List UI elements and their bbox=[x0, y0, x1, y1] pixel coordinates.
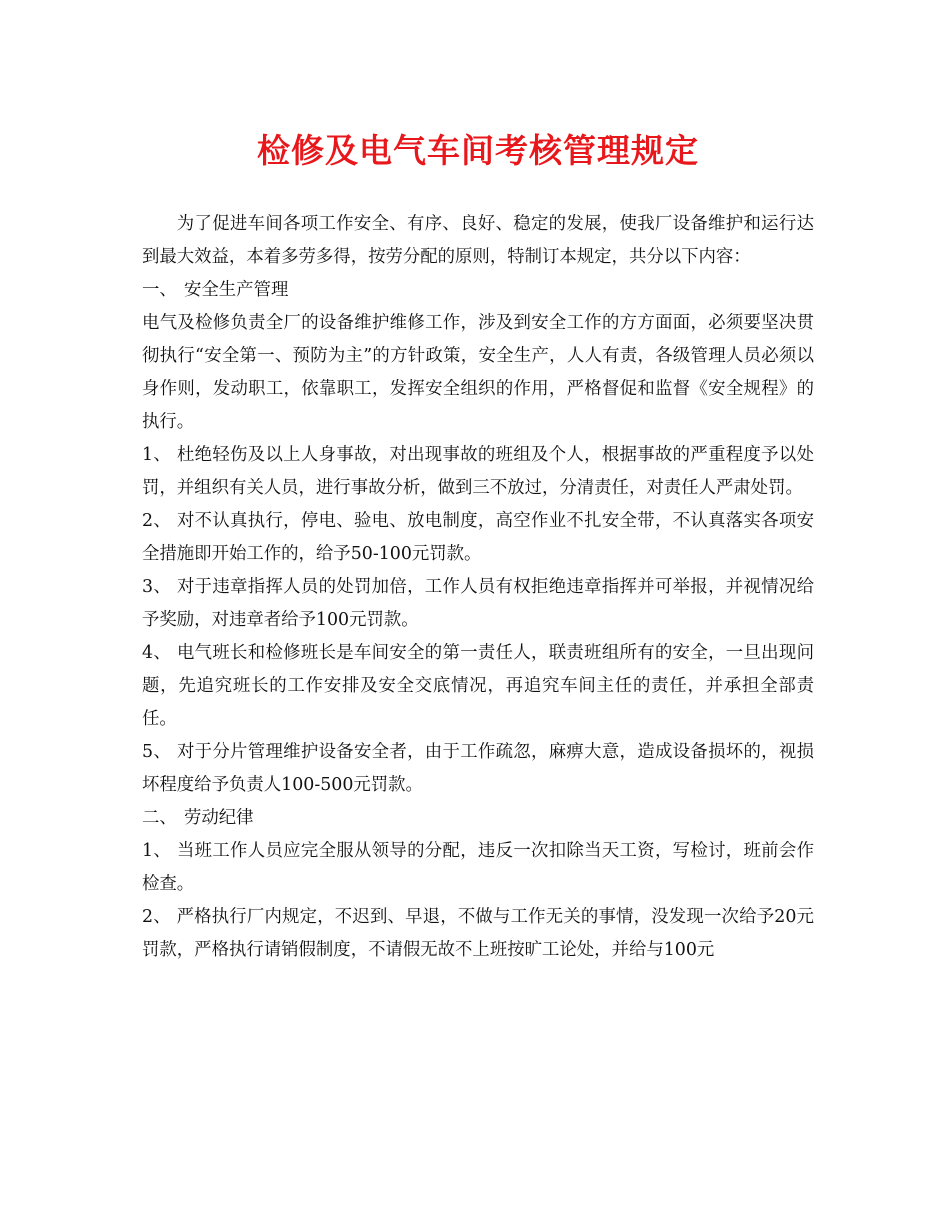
document-title: 检修及电气车间考核管理规定 bbox=[257, 131, 699, 170]
document-body bbox=[142, 208, 814, 967]
item-text: 当班工作人员应完全服从领导的分配，违反一次扣除当天工资，写检讨，班前会作检查。 bbox=[142, 841, 814, 894]
section-heading bbox=[142, 802, 814, 835]
intro-paragraph: 为了促进车间各项工作安全、有序、良好、稳定的发展，使我厂设备维护和运行达到最大效益，本着多劳多得，按劳分配的原则，特制订本规定，共分以下内容： bbox=[142, 214, 814, 267]
list-item bbox=[142, 439, 814, 505]
item-text: 严格执行厂内规定，不迟到、早退，不做与工作无关的事情，没发现一次给予20元罚款，严格执行请销假制度，不请假无故不上班按旷工论处，并给与100元 bbox=[142, 907, 814, 960]
item-number: 2、 bbox=[142, 511, 172, 531]
item-text: 电气班长和检修班长是车间安全的第一责任人，联责班组所有的安全，一旦出现问题，先追究班长的工作安排及安全交底情况，再追究车间主任的责任，并承担全部责任。 bbox=[142, 643, 814, 729]
list-item bbox=[142, 736, 814, 802]
item-number: 1、 bbox=[142, 445, 172, 465]
list-item bbox=[142, 835, 814, 901]
section-title: 劳动纪律 bbox=[184, 808, 254, 828]
section-number: 二、 bbox=[142, 808, 177, 828]
item-text: 对于分片管理维护设备安全者，由于工作疏忽，麻痹大意，造成设备损坏的，视损坏程度给予负责人100-500元罚款。 bbox=[142, 742, 814, 795]
section-number: 一、 bbox=[142, 280, 177, 300]
item-number: 4、 bbox=[142, 643, 172, 663]
list-item bbox=[142, 505, 814, 571]
section-title: 安全生产管理 bbox=[184, 280, 289, 300]
list-item bbox=[142, 571, 814, 637]
document-page bbox=[142, 0, 814, 967]
section-paragraph: 电气及检修负责全厂的设备维护维修工作，涉及到安全工作的方方面面，必须要坚决贯彻执行“安全第一、预防为主”的方针政策，安全生产，人人有责，各级管理人员必须以身作则，发动职工，依靠职工，发挥安全组织的作用，严格督促和监督《安全规程》的执行。 bbox=[142, 313, 814, 432]
list-item bbox=[142, 637, 814, 736]
item-number: 5、 bbox=[142, 742, 172, 762]
item-number: 3、 bbox=[142, 577, 172, 597]
item-text: 对不认真执行，停电、验电、放电制度，高空作业不扎安全带，不认真落实各项安全措施即开始工作的，给予50-100元罚款。 bbox=[142, 511, 814, 564]
item-text: 杜绝轻伤及以上人身事故，对出现事故的班组及个人，根据事故的严重程度予以处罚，并组织有关人员，进行事故分析，做到三不放过，分清责任，对责任人严肃处罚。 bbox=[142, 445, 814, 498]
item-number: 1、 bbox=[142, 841, 172, 861]
item-text: 对于违章指挥人员的处罚加倍，工作人员有权拒绝违章指挥并可举报，并视情况给予奖励，对违章者给予100元罚款。 bbox=[142, 577, 814, 630]
item-number: 2、 bbox=[142, 907, 171, 927]
list-item bbox=[142, 901, 814, 967]
section-heading bbox=[142, 274, 814, 307]
